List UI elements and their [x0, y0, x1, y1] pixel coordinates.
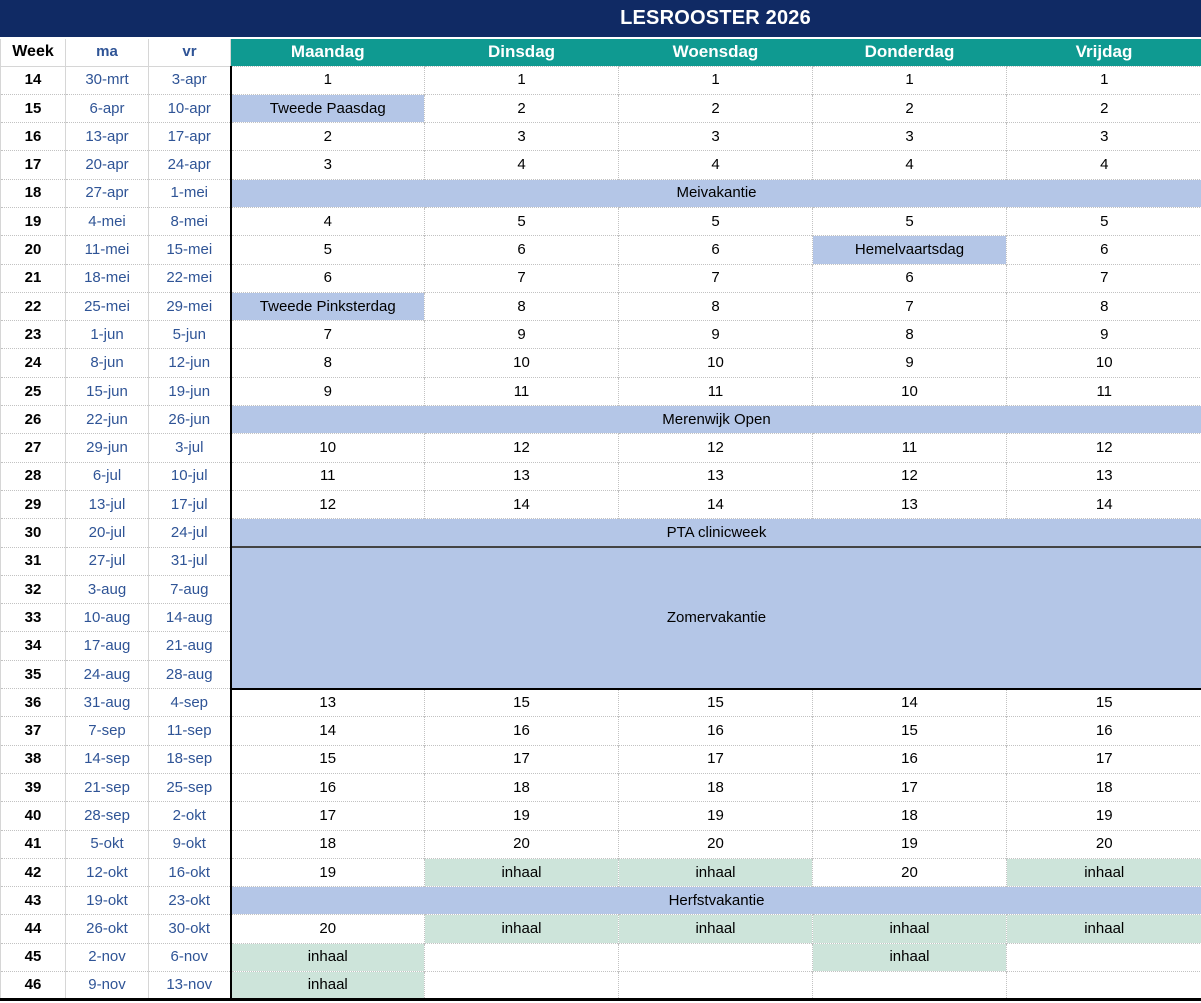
- lesson-cell: 9: [425, 321, 619, 349]
- week-cell: 26: [1, 406, 66, 434]
- lesson-cell: 18: [231, 830, 425, 858]
- lesson-cell: 16: [813, 745, 1007, 773]
- lesson-cell: 6: [813, 264, 1007, 292]
- week-row-22: [1, 292, 1201, 320]
- lesson-cell: 8: [813, 321, 1007, 349]
- monday-date-cell: 25-mei: [66, 292, 149, 320]
- week-row-15: [1, 94, 1201, 122]
- week-row-31: [1, 547, 1201, 575]
- lesson-cell: 12: [619, 434, 813, 462]
- lesson-cell: 8: [619, 292, 813, 320]
- week-row-42: [1, 858, 1201, 886]
- lesson-cell: 1: [231, 66, 425, 94]
- page-title: LESROOSTER 2026: [620, 7, 811, 29]
- lesson-cell: 15: [619, 689, 813, 717]
- lesson-cell: 15: [1007, 689, 1201, 717]
- monday-date-cell: 4-mei: [66, 207, 149, 235]
- lesson-cell: 6: [619, 236, 813, 264]
- lesson-cell: 18: [425, 773, 619, 801]
- empty-cell: [1007, 943, 1201, 971]
- inhaal-cell: inhaal: [619, 915, 813, 943]
- lesson-cell: 2: [813, 94, 1007, 122]
- week-row-17: [1, 151, 1201, 179]
- header-day-vrijdag: Vrijdag: [1007, 39, 1201, 66]
- empty-cell: [619, 943, 813, 971]
- week-cell: 17: [1, 151, 66, 179]
- monday-date-cell: 27-apr: [66, 179, 149, 207]
- week-cell: 44: [1, 915, 66, 943]
- lesson-cell: 17: [1007, 745, 1201, 773]
- friday-date-cell: 26-jun: [149, 406, 231, 434]
- lesson-cell: 1: [813, 66, 1007, 94]
- week-cell: 15: [1, 94, 66, 122]
- friday-date-cell: 19-jun: [149, 377, 231, 405]
- lesson-cell: 19: [1007, 802, 1201, 830]
- monday-date-cell: 17-aug: [66, 632, 149, 660]
- friday-date-cell: 5-jun: [149, 321, 231, 349]
- week-row-21: [1, 264, 1201, 292]
- lesson-cell: 13: [425, 462, 619, 490]
- monday-date-cell: 29-jun: [66, 434, 149, 462]
- week-cell: 14: [1, 66, 66, 94]
- holiday-cell: Hemelvaartsdag: [813, 236, 1007, 264]
- inhaal-cell: inhaal: [813, 915, 1007, 943]
- week-cell: 21: [1, 264, 66, 292]
- inhaal-cell: inhaal: [425, 858, 619, 886]
- header-monday-date: ma: [66, 39, 149, 66]
- holiday-cell: Tweede Pinksterdag: [231, 292, 425, 320]
- week-cell: 40: [1, 802, 66, 830]
- friday-date-cell: 15-mei: [149, 236, 231, 264]
- week-row-40: [1, 802, 1201, 830]
- lesson-cell: 8: [425, 292, 619, 320]
- week-row-41: [1, 830, 1201, 858]
- inhaal-cell: inhaal: [425, 915, 619, 943]
- week-row-39: [1, 773, 1201, 801]
- week-row-45: [1, 943, 1201, 971]
- week-row-30: [1, 519, 1201, 547]
- friday-date-cell: 30-okt: [149, 915, 231, 943]
- lesson-cell: 19: [813, 830, 1007, 858]
- lesson-cell: 13: [619, 462, 813, 490]
- schedule-table: [0, 39, 1201, 1001]
- lesson-cell: 2: [619, 94, 813, 122]
- lesson-cell: 14: [1007, 490, 1201, 518]
- lesson-cell: 17: [619, 745, 813, 773]
- week-cell: 39: [1, 773, 66, 801]
- lesson-cell: 2: [231, 123, 425, 151]
- week-row-16: [1, 123, 1201, 151]
- lesson-cell: 1: [425, 66, 619, 94]
- week-row-14: [1, 66, 1201, 94]
- week-cell: 43: [1, 887, 66, 915]
- lesson-cell: 7: [425, 264, 619, 292]
- lesson-cell: 3: [231, 151, 425, 179]
- lesson-cell: 5: [231, 236, 425, 264]
- week-cell: 36: [1, 689, 66, 717]
- lesson-cell: 11: [619, 377, 813, 405]
- monday-date-cell: 28-sep: [66, 802, 149, 830]
- lesson-cell: 19: [231, 858, 425, 886]
- friday-date-cell: 4-sep: [149, 689, 231, 717]
- friday-date-cell: 24-jul: [149, 519, 231, 547]
- lesson-cell: 3: [1007, 123, 1201, 151]
- week-cell: 28: [1, 462, 66, 490]
- week-cell: 32: [1, 575, 66, 603]
- lesson-cell: 15: [813, 717, 1007, 745]
- friday-date-cell: 10-jul: [149, 462, 231, 490]
- header-day-woensdag: Woensdag: [619, 39, 813, 66]
- lesson-cell: 1: [1007, 66, 1201, 94]
- header-row: [1, 39, 1201, 66]
- week-row-43: [1, 887, 1201, 915]
- monday-date-cell: 13-apr: [66, 123, 149, 151]
- monday-date-cell: 24-aug: [66, 660, 149, 688]
- monday-date-cell: 12-okt: [66, 858, 149, 886]
- lesson-cell: 13: [1007, 462, 1201, 490]
- friday-date-cell: 12-jun: [149, 349, 231, 377]
- week-cell: 35: [1, 660, 66, 688]
- lesson-cell: 14: [619, 490, 813, 518]
- lesson-cell: 14: [813, 689, 1007, 717]
- lesson-cell: 19: [619, 802, 813, 830]
- lesson-cell: 5: [425, 207, 619, 235]
- monday-date-cell: 27-jul: [66, 547, 149, 575]
- monday-date-cell: 2-nov: [66, 943, 149, 971]
- lesson-cell: 16: [425, 717, 619, 745]
- week-cell: 31: [1, 547, 66, 575]
- empty-cell: [1007, 972, 1201, 1000]
- friday-date-cell: 3-jul: [149, 434, 231, 462]
- week-row-36: [1, 689, 1201, 717]
- inhaal-cell: inhaal: [1007, 858, 1201, 886]
- monday-date-cell: 6-jul: [66, 462, 149, 490]
- week-cell: 33: [1, 604, 66, 632]
- friday-date-cell: 7-aug: [149, 575, 231, 603]
- inhaal-cell: inhaal: [231, 972, 425, 1000]
- lesson-cell: 11: [425, 377, 619, 405]
- monday-date-cell: 20-apr: [66, 151, 149, 179]
- lesson-cell: 10: [1007, 349, 1201, 377]
- lesson-cell: 4: [813, 151, 1007, 179]
- monday-date-cell: 11-mei: [66, 236, 149, 264]
- lesson-cell: 20: [1007, 830, 1201, 858]
- monday-date-cell: 20-jul: [66, 519, 149, 547]
- holiday-span-cell: Merenwijk Open: [231, 406, 1201, 434]
- friday-date-cell: 9-okt: [149, 830, 231, 858]
- friday-date-cell: 28-aug: [149, 660, 231, 688]
- lesson-cell: 15: [231, 745, 425, 773]
- lesson-cell: 12: [425, 434, 619, 462]
- lesson-cell: 5: [813, 207, 1007, 235]
- monday-date-cell: 18-mei: [66, 264, 149, 292]
- week-cell: 34: [1, 632, 66, 660]
- monday-date-cell: 13-jul: [66, 490, 149, 518]
- lesson-cell: 7: [619, 264, 813, 292]
- lesson-cell: 18: [813, 802, 1007, 830]
- lesson-cell: 5: [619, 207, 813, 235]
- week-cell: 42: [1, 858, 66, 886]
- monday-date-cell: 22-jun: [66, 406, 149, 434]
- week-cell: 29: [1, 490, 66, 518]
- friday-date-cell: 22-mei: [149, 264, 231, 292]
- lesson-cell: 16: [619, 717, 813, 745]
- friday-date-cell: 25-sep: [149, 773, 231, 801]
- week-cell: 22: [1, 292, 66, 320]
- zomervakantie-cell: Zomervakantie: [231, 547, 1201, 688]
- empty-cell: [425, 943, 619, 971]
- lesson-cell: 13: [813, 490, 1007, 518]
- lesson-cell: 10: [231, 434, 425, 462]
- lesson-cell: 9: [231, 377, 425, 405]
- week-row-26: [1, 406, 1201, 434]
- week-row-37: [1, 717, 1201, 745]
- lesson-cell: 10: [619, 349, 813, 377]
- inhaal-cell: inhaal: [1007, 915, 1201, 943]
- lesson-cell: 20: [813, 858, 1007, 886]
- lesson-cell: 12: [231, 490, 425, 518]
- holiday-cell: Tweede Paasdag: [231, 94, 425, 122]
- week-cell: 46: [1, 972, 66, 1000]
- week-row-28: [1, 462, 1201, 490]
- header-day-maandag: Maandag: [231, 39, 425, 66]
- lesson-cell: 9: [1007, 321, 1201, 349]
- lesson-cell: 2: [1007, 94, 1201, 122]
- lesson-cell: 18: [619, 773, 813, 801]
- title-bar: [0, 0, 1201, 37]
- lesson-cell: 3: [425, 123, 619, 151]
- friday-date-cell: 13-nov: [149, 972, 231, 1000]
- friday-date-cell: 17-jul: [149, 490, 231, 518]
- lesson-cell: 16: [1007, 717, 1201, 745]
- lesson-cell: 7: [1007, 264, 1201, 292]
- week-cell: 18: [1, 179, 66, 207]
- empty-cell: [425, 972, 619, 1000]
- lesson-cell: 4: [619, 151, 813, 179]
- week-cell: 16: [1, 123, 66, 151]
- empty-cell: [813, 972, 1007, 1000]
- week-cell: 41: [1, 830, 66, 858]
- week-cell: 24: [1, 349, 66, 377]
- friday-date-cell: 6-nov: [149, 943, 231, 971]
- week-row-27: [1, 434, 1201, 462]
- week-row-23: [1, 321, 1201, 349]
- lesson-cell: 13: [231, 689, 425, 717]
- header-week: Week: [1, 39, 66, 66]
- lesson-cell: 7: [813, 292, 1007, 320]
- week-cell: 45: [1, 943, 66, 971]
- lesson-cell: 15: [425, 689, 619, 717]
- friday-date-cell: 1-mei: [149, 179, 231, 207]
- week-cell: 19: [1, 207, 66, 235]
- lesson-cell: 18: [1007, 773, 1201, 801]
- week-row-44: [1, 915, 1201, 943]
- monday-date-cell: 26-okt: [66, 915, 149, 943]
- monday-date-cell: 8-jun: [66, 349, 149, 377]
- header-day-dinsdag: Dinsdag: [425, 39, 619, 66]
- week-row-38: [1, 745, 1201, 773]
- schedule-body: [1, 66, 1201, 1000]
- lesson-cell: 10: [425, 349, 619, 377]
- monday-date-cell: 5-okt: [66, 830, 149, 858]
- lesson-cell: 5: [1007, 207, 1201, 235]
- lesson-cell: 6: [1007, 236, 1201, 264]
- lesson-cell: 11: [1007, 377, 1201, 405]
- lesson-cell: 6: [425, 236, 619, 264]
- friday-date-cell: 8-mei: [149, 207, 231, 235]
- friday-date-cell: 2-okt: [149, 802, 231, 830]
- friday-date-cell: 14-aug: [149, 604, 231, 632]
- holiday-span-cell: Herfstvakantie: [231, 887, 1201, 915]
- week-cell: 37: [1, 717, 66, 745]
- monday-date-cell: 21-sep: [66, 773, 149, 801]
- lesson-cell: 12: [1007, 434, 1201, 462]
- header-friday-date: vr: [149, 39, 231, 66]
- week-cell: 30: [1, 519, 66, 547]
- lesson-cell: 19: [425, 802, 619, 830]
- lesson-cell: 17: [425, 745, 619, 773]
- lesson-cell: 9: [813, 349, 1007, 377]
- lesson-cell: 4: [425, 151, 619, 179]
- lesson-cell: 14: [425, 490, 619, 518]
- week-row-24: [1, 349, 1201, 377]
- monday-date-cell: 1-jun: [66, 321, 149, 349]
- lesson-cell: 16: [231, 773, 425, 801]
- friday-date-cell: 17-apr: [149, 123, 231, 151]
- lesson-cell: 9: [619, 321, 813, 349]
- inhaal-cell: inhaal: [231, 943, 425, 971]
- week-cell: 27: [1, 434, 66, 462]
- inhaal-cell: inhaal: [813, 943, 1007, 971]
- lesson-cell: 1: [619, 66, 813, 94]
- lesson-cell: 8: [1007, 292, 1201, 320]
- week-cell: 25: [1, 377, 66, 405]
- monday-date-cell: 10-aug: [66, 604, 149, 632]
- friday-date-cell: 21-aug: [149, 632, 231, 660]
- lesson-cell: 4: [1007, 151, 1201, 179]
- lesson-cell: 3: [619, 123, 813, 151]
- monday-date-cell: 31-aug: [66, 689, 149, 717]
- friday-date-cell: 18-sep: [149, 745, 231, 773]
- friday-date-cell: 24-apr: [149, 151, 231, 179]
- monday-date-cell: 30-mrt: [66, 66, 149, 94]
- lesson-cell: 11: [231, 462, 425, 490]
- lesson-cell: 4: [231, 207, 425, 235]
- lesson-cell: 20: [425, 830, 619, 858]
- monday-date-cell: 3-aug: [66, 575, 149, 603]
- monday-date-cell: 9-nov: [66, 972, 149, 1000]
- monday-date-cell: 7-sep: [66, 717, 149, 745]
- friday-date-cell: 29-mei: [149, 292, 231, 320]
- week-row-19: [1, 207, 1201, 235]
- lesson-cell: 2: [425, 94, 619, 122]
- week-row-29: [1, 490, 1201, 518]
- empty-cell: [619, 972, 813, 1000]
- week-row-25: [1, 377, 1201, 405]
- lesson-cell: 7: [231, 321, 425, 349]
- friday-date-cell: 31-jul: [149, 547, 231, 575]
- monday-date-cell: 19-okt: [66, 887, 149, 915]
- week-row-20: [1, 236, 1201, 264]
- week-row-18: [1, 179, 1201, 207]
- lesson-cell: 11: [813, 434, 1007, 462]
- holiday-span-cell: Meivakantie: [231, 179, 1201, 207]
- week-cell: 23: [1, 321, 66, 349]
- friday-date-cell: 10-apr: [149, 94, 231, 122]
- lesson-cell: 8: [231, 349, 425, 377]
- monday-date-cell: 15-jun: [66, 377, 149, 405]
- lesson-cell: 3: [813, 123, 1007, 151]
- lesson-cell: 17: [231, 802, 425, 830]
- monday-date-cell: 14-sep: [66, 745, 149, 773]
- monday-date-cell: 6-apr: [66, 94, 149, 122]
- week-cell: 20: [1, 236, 66, 264]
- friday-date-cell: 23-okt: [149, 887, 231, 915]
- friday-date-cell: 3-apr: [149, 66, 231, 94]
- lesson-cell: 12: [813, 462, 1007, 490]
- lesson-cell: 20: [231, 915, 425, 943]
- header-day-donderdag: Donderdag: [813, 39, 1007, 66]
- inhaal-cell: inhaal: [619, 858, 813, 886]
- lesson-cell: 17: [813, 773, 1007, 801]
- week-row-46: [1, 972, 1201, 1000]
- week-cell: 38: [1, 745, 66, 773]
- friday-date-cell: 11-sep: [149, 717, 231, 745]
- lesson-cell: 10: [813, 377, 1007, 405]
- lesson-cell: 6: [231, 264, 425, 292]
- lesson-cell: 20: [619, 830, 813, 858]
- friday-date-cell: 16-okt: [149, 858, 231, 886]
- holiday-span-cell: PTA clinicweek: [231, 519, 1201, 547]
- lesson-cell: 14: [231, 717, 425, 745]
